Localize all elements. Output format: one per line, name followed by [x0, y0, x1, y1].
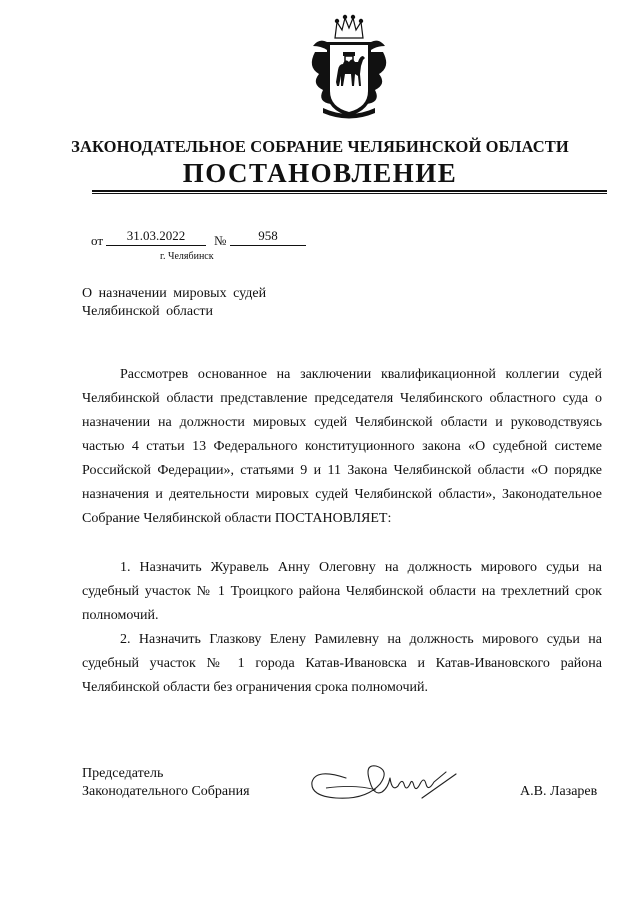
organization-title: ЗАКОНОДАТЕЛЬНОЕ СОБРАНИЕ ЧЕЛЯБИНСКОЙ ОБЛАСТИ: [71, 137, 569, 156]
signatory-title-line-1: Председатель: [82, 766, 164, 781]
handwritten-signature: [306, 748, 466, 808]
resolution-item-2: 2. Назначить Глазкову Елену Рамилевну на должность мирового судьи на судебный участок № 1 города Катав-Ивановска и Катав-Ивановского района Челябинской области без ограничения срока полномочий.: [82, 632, 602, 695]
city-label: г. Челябинск: [160, 251, 214, 262]
date-prefix: от: [91, 233, 104, 248]
signatory-name: А.В. Лазарев: [520, 784, 598, 799]
document-number: 958: [230, 228, 306, 246]
coat-of-arms-emblem: [305, 12, 393, 124]
header-rule: [92, 190, 607, 192]
number-prefix: №: [214, 233, 227, 248]
document-subject: [82, 285, 266, 321]
signatory-title-line-2: Законодательного Собрания: [82, 784, 250, 799]
resolution-item-1: 1. Назначить Журавель Анну Олеговну на должность мирового судьи на судебный участок № 1 Троицкого района Челябинской области на трехлетний срок полномочий.: [82, 560, 602, 623]
preamble-paragraph: Рассмотрев основанное на заключении квалификационной коллегии судей Челябинской области представление председателя Челябинского областного суда о назначении на должности мировых судей Челябинской области и руководствуясь частью 4 статьи 13 Федерального конституционного закона «О судебной системе Российской Федерации», статьями 9 и 11 Закона Челябинской области «О порядке назначения и деятельности мировых судей Челябинской области», Законодательное Собрание Челябинской области ПОСТАНОВЛЯЕТ:: [82, 367, 602, 526]
header-rule-thin: [92, 193, 607, 194]
signatory-title: [82, 765, 250, 801]
subject-line-2: Челябинской области: [82, 304, 213, 319]
document-type-title: ПОСТАНОВЛЕНИЕ: [182, 158, 458, 188]
document-date: 31.03.2022: [106, 228, 206, 246]
subject-line-1: О назначении мировых судей: [82, 286, 267, 301]
